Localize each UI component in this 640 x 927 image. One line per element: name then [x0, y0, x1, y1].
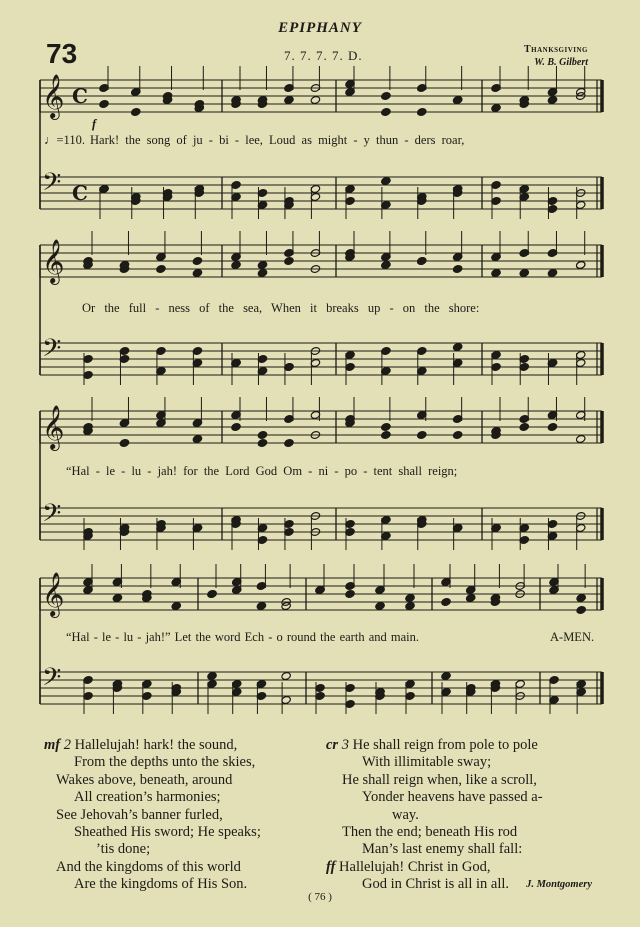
note-head	[452, 430, 462, 439]
note-head	[375, 601, 385, 610]
note-head	[547, 95, 557, 104]
lyric-line-2: Or the full - ness of the sea, When it breaks up - on the shore:	[82, 301, 480, 315]
note-head	[519, 268, 529, 277]
verse-line: Are the kingdoms of His Son.	[74, 876, 248, 893]
note-head	[576, 593, 586, 602]
note-head	[465, 593, 475, 602]
note-head	[547, 268, 557, 277]
note-head	[284, 438, 294, 447]
verse-2-dynamic: mf	[44, 737, 61, 753]
note-head	[452, 95, 462, 104]
verse-2-number: 2	[63, 737, 71, 753]
note-head	[281, 671, 291, 680]
verse-line: God in Christ is all in all.	[362, 876, 510, 893]
verse-line: He shall reign from pole to pole	[352, 737, 538, 753]
note-head	[405, 593, 415, 602]
note-head	[575, 434, 585, 443]
note-head	[575, 260, 585, 269]
bass-clef-icon: 𝄢	[42, 499, 62, 534]
lyric-line-3: “Hal - le - lu - jah! for the Lord God Om - ni - po - tent shall reign;	[66, 464, 458, 478]
verse-3-final-dynamic: ff	[326, 858, 336, 875]
note-head	[519, 422, 529, 431]
note-head	[310, 95, 320, 104]
treble-clef-icon: 𝄞	[42, 405, 65, 449]
tune-name: Thanksgiving	[523, 44, 588, 55]
note-head	[257, 438, 267, 447]
bass-clef-icon: 𝄢	[42, 663, 62, 698]
verse-line: Man’s last enemy shall fall:	[362, 841, 523, 858]
note-head	[192, 268, 202, 277]
note-head	[381, 91, 391, 100]
verse-line: Hallelujah! Christ in God,	[339, 858, 491, 875]
note-head	[547, 422, 557, 431]
common-time-icon: C	[72, 181, 88, 205]
note-head	[256, 601, 266, 610]
verse-3-dynamic: cr	[326, 737, 339, 753]
verse-line: Hallelujah! hark! the sound,	[74, 737, 238, 753]
note-head	[112, 593, 122, 602]
section-heading: EPIPHANY	[278, 20, 362, 36]
note-head	[441, 671, 451, 680]
note-head	[231, 260, 241, 269]
note-head	[381, 422, 391, 431]
verse-line: See Jehovah’s banner furled,	[56, 806, 223, 823]
lyric-line-1: Hark! the song of ju - bi - lee, Loud as might - y thun - ders roar,	[90, 133, 465, 147]
note-head	[257, 430, 267, 439]
note-head	[381, 260, 391, 269]
note-head	[452, 264, 462, 273]
composer: W. B. Gilbert	[534, 57, 588, 68]
note-head	[491, 103, 501, 112]
verse-2	[44, 737, 261, 894]
verse-3-number: 3	[341, 737, 349, 753]
note-head	[491, 268, 501, 277]
page-number: ( 76 )	[308, 891, 332, 903]
note-head	[381, 176, 391, 185]
note-head	[405, 601, 415, 610]
verse-line: way.	[392, 806, 419, 823]
note-head	[284, 256, 294, 265]
note-head	[99, 99, 109, 108]
verse-line: With illimitable sway;	[362, 754, 492, 771]
verse-3	[326, 737, 543, 894]
lyric-line-4: “Hal - le - lu - jah!” Let the word Ech - o round the earth and main.	[66, 630, 419, 644]
verse-line: All creation’s harmonies;	[74, 789, 221, 806]
note-head	[417, 256, 427, 265]
note-head	[417, 430, 427, 439]
note-head	[257, 260, 267, 269]
note-head	[119, 438, 129, 447]
note-head	[452, 342, 462, 351]
verse-line: From the depths unto the skies,	[74, 754, 256, 771]
note-head	[192, 434, 202, 443]
note-head	[381, 107, 391, 116]
verse-line: And the kingdoms of this world	[56, 858, 241, 875]
meter: 7. 7. 7. 7. D.	[284, 48, 363, 63]
amen-label: A-MEN.	[550, 630, 595, 644]
verse-line: Yonder heavens have passed a-	[362, 789, 543, 806]
verse-line: He shall reign when, like a scroll,	[342, 771, 537, 788]
note-head	[417, 107, 427, 116]
hymn-number: 73	[46, 38, 78, 69]
verse-line: Then the end; beneath His rod	[342, 824, 518, 841]
bass-clef-icon: 𝄢	[42, 168, 62, 203]
author: J. Montgomery	[526, 879, 592, 890]
verse-line: Wakes above, beneath, around	[56, 771, 233, 788]
note-head	[231, 422, 241, 431]
note-head	[345, 589, 355, 598]
treble-clef-icon: 𝄞	[42, 572, 65, 616]
note-head	[257, 268, 267, 277]
tempo-marking: ♩=110.	[44, 133, 85, 147]
note-head	[284, 95, 294, 104]
dynamic-marking: f	[92, 117, 97, 131]
verse-line: Sheathed His sword; He speaks;	[74, 824, 261, 841]
note-head	[381, 430, 391, 439]
bass-clef-icon: 𝄢	[42, 334, 62, 369]
note-head	[192, 256, 202, 265]
note-head	[156, 264, 166, 273]
note-head	[171, 601, 181, 610]
note-head	[576, 605, 586, 614]
common-time-icon: C	[72, 84, 88, 108]
treble-clef-icon: 𝄞	[42, 74, 65, 118]
treble-clef-icon: 𝄞	[42, 239, 65, 283]
note-head	[131, 107, 141, 116]
note-head	[441, 597, 451, 606]
verse-line: ’tis done;	[96, 841, 151, 858]
note-head	[207, 671, 217, 680]
note-head	[207, 589, 217, 598]
